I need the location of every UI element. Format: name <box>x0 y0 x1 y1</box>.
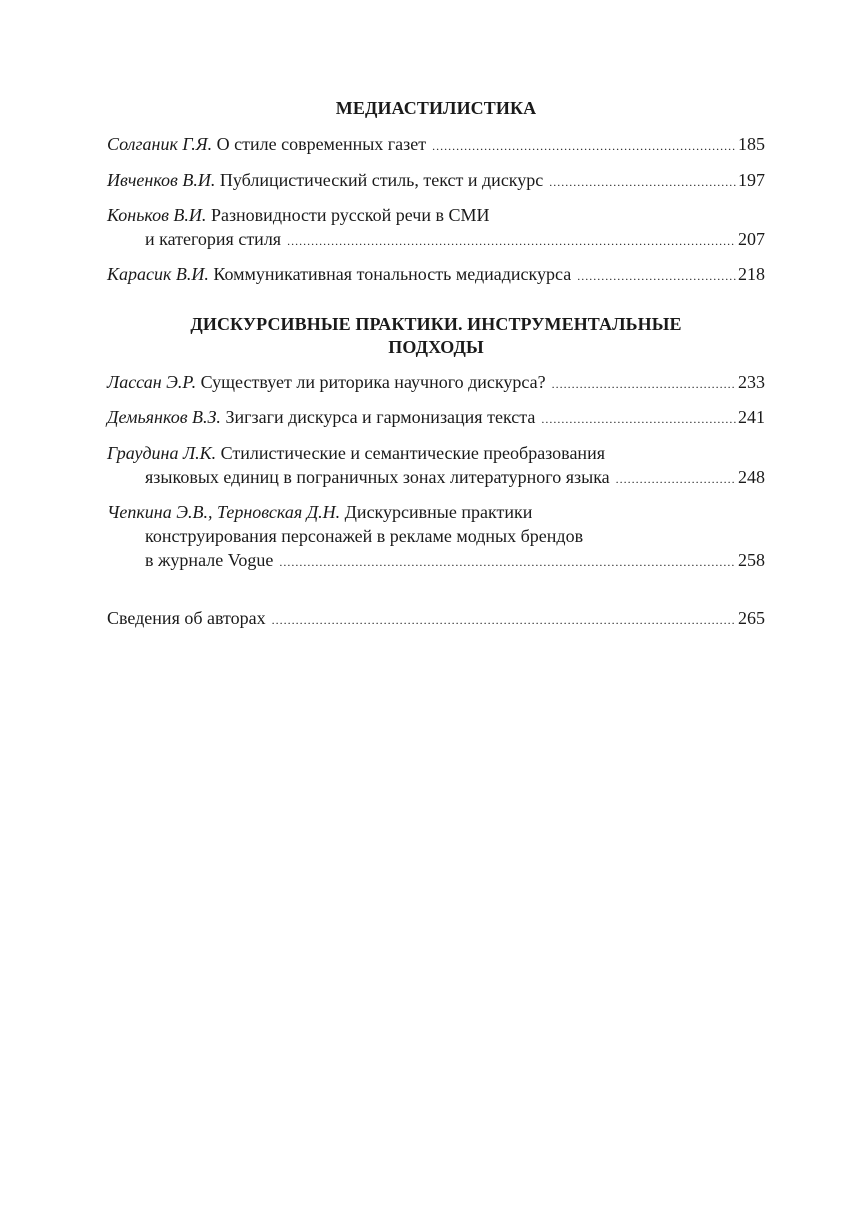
entry-page-number: 197 <box>738 170 765 190</box>
entry-title-continuation: конструирования персонажей в рекламе модных брендов <box>145 526 584 546</box>
entry-title: Стилистические и семантические преобразования <box>220 443 605 463</box>
entry-title: Разновидности русской речи в СМИ <box>210 205 490 225</box>
toc-entry[interactable] <box>107 133 765 157</box>
toc-entry[interactable] <box>107 263 765 287</box>
dot-leader <box>432 135 736 158</box>
entry-page-number: 265 <box>738 608 765 628</box>
entry-author: Лассан Э.Р. <box>107 372 197 392</box>
entry-page-number: 241 <box>738 407 765 427</box>
entry-author: Чепкина Э.В., Терновская Д.Н. <box>107 502 341 522</box>
entry-page-number: 185 <box>738 134 765 154</box>
entry-title: Зигзаги дискурса и гармонизация текста <box>225 407 536 427</box>
toc-entry[interactable] <box>107 204 765 252</box>
entry-title: Публицистический стиль, текст и дискурс <box>219 170 544 190</box>
entry-author: Демьянков В.З. <box>107 407 221 427</box>
entry-author: Граудина Л.К. <box>107 443 217 463</box>
entry-title: Существует ли риторика научного дискурса? <box>200 372 546 392</box>
entry-author: Карасик В.И. <box>107 264 209 284</box>
entry-page-number: 207 <box>738 229 765 249</box>
entry-title: О стиле современных газет <box>216 134 427 154</box>
dot-leader <box>549 171 736 194</box>
entry-author: Коньков В.И. <box>107 205 207 225</box>
section-heading-discursive-practices <box>107 313 765 359</box>
toc-entry-authors-info[interactable] <box>107 607 765 631</box>
entry-author: Солганик Г.Я. <box>107 134 213 154</box>
toc-entry[interactable] <box>107 406 765 430</box>
dot-leader <box>616 468 736 491</box>
entry-page-number: 248 <box>738 467 765 487</box>
entry-title-continuation: языковых единиц в пограничных зонах литературного языка <box>145 467 610 487</box>
entry-title: Дискурсивные практики <box>344 502 533 522</box>
entry-page-number: 233 <box>738 372 765 392</box>
dot-leader <box>552 373 736 396</box>
toc-entry[interactable] <box>107 501 765 573</box>
entry-title: Коммуникативная тональность медиадискурса <box>213 264 572 284</box>
dot-leader <box>272 609 736 632</box>
section-heading-line: ПОДХОДЫ <box>388 337 484 357</box>
toc-entry[interactable] <box>107 371 765 395</box>
dot-leader <box>541 408 736 431</box>
dot-leader <box>287 230 736 253</box>
entry-title-continuation: в журнале Vogue <box>145 550 274 570</box>
dot-leader <box>577 265 736 288</box>
dot-leader <box>279 551 736 574</box>
section-heading-mediastylistics <box>107 97 765 120</box>
toc-entry[interactable] <box>107 442 765 490</box>
entry-title-continuation: и категория стиля <box>145 229 282 249</box>
entry-page-number: 258 <box>738 550 765 570</box>
entry-author: Ивченков В.И. <box>107 170 216 190</box>
toc-entry[interactable] <box>107 169 765 193</box>
section-heading-line: ДИСКУРСИВНЫЕ ПРАКТИКИ. ИНСТРУМЕНТАЛЬНЫЕ <box>190 314 682 334</box>
section-heading-text: МЕДИАСТИЛИСТИКА <box>335 98 537 118</box>
entry-page-number: 218 <box>738 264 765 284</box>
entry-title: Сведения об авторах <box>107 608 266 628</box>
